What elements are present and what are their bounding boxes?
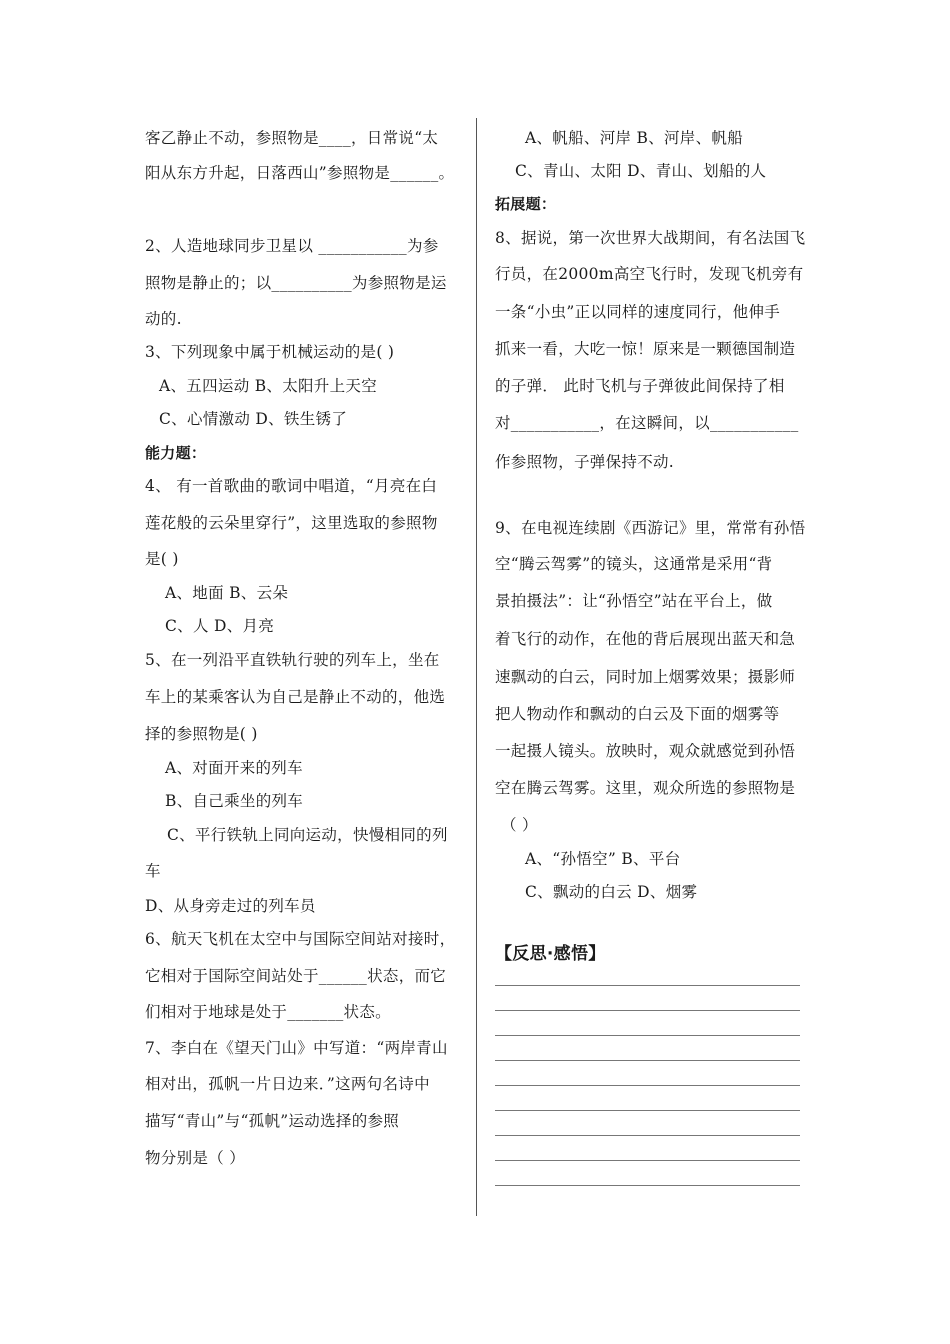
option-line: C、心情激动 D、铁生锈了: [159, 410, 348, 428]
writing-line: [495, 1135, 800, 1136]
text-line: 相对出，孤帆一片日边来．”这两句名诗中: [145, 1075, 430, 1093]
option-line: A、五四运动 B、太阳升上天空: [159, 377, 378, 395]
option-line: A、“孙悟空” B、平台: [525, 850, 681, 868]
option-line: B、自己乘坐的列车: [165, 792, 304, 810]
text-line: 一条“小虫”正以同样的速度同行，他伸手: [495, 303, 781, 321]
text-line: 车上的某乘客认为自己是静止不动的，他选: [145, 688, 446, 706]
text-line: 对___________，在这瞬间，以___________: [495, 414, 799, 432]
text-line: 的子弹． 此时飞机与子弹彼此间保持了相: [495, 377, 785, 395]
writing-line: [495, 1185, 800, 1186]
writing-line: [495, 985, 800, 986]
writing-line: [495, 1035, 800, 1036]
text-line: 作参照物，子弹保持不动.: [495, 453, 675, 471]
section-heading-ability: 能力题：: [145, 444, 207, 462]
option-line: A、地面 B、云朵: [165, 584, 289, 602]
reflection-title: 【反思·感悟】: [495, 944, 606, 964]
text-line: 动的.: [145, 310, 182, 328]
option-line: C、青山、太阳 D、青山、划船的人: [515, 162, 767, 180]
writing-line: [495, 1110, 800, 1111]
text-line: 们相对于地球是处于_______状态。: [145, 1003, 391, 1021]
text-line: （ ）: [501, 816, 538, 834]
option-line: A、帆船、河岸 B、河岸、帆船: [525, 129, 744, 147]
writing-line: [495, 1085, 800, 1086]
text-line: 2、人造地球同步卫星以 ___________为参: [145, 237, 439, 255]
question-4: 4、 有一首歌曲的歌词中唱道，“月亮在白: [145, 477, 438, 495]
text-line: 它相对于国际空间站处于______状态，而它: [145, 967, 447, 985]
writing-line: [495, 1060, 800, 1061]
writing-line: [495, 1010, 800, 1011]
text-line: 把人物动作和飘动的白云及下面的烟雾等: [495, 705, 780, 723]
text-line: 莲花般的云朵里穿行”，这里选取的参照物: [145, 514, 438, 532]
text-line: 择的参照物是( ): [145, 725, 258, 743]
text-line: 空在腾云驾雾。这里，观众所选的参照物是: [495, 779, 796, 797]
text-line: 车: [145, 862, 161, 880]
column-divider: [476, 118, 477, 1216]
text-line: 物分别是（ ）: [145, 1149, 246, 1167]
text-line: 一起摄人镜头。放映时，观众就感觉到孙悟: [495, 742, 796, 760]
text-line: 空“腾云驾雾”的镜头，这通常是采用“背: [495, 555, 773, 573]
text-line: 抓来一看，大吃一惊！原来是一颗德国制造: [495, 340, 796, 358]
option-line: C、平行铁轨上同向运动，快慢相同的列: [167, 826, 448, 844]
option-line: C、人 D、月亮: [165, 617, 275, 635]
writing-line: [495, 1160, 800, 1161]
text-line: 速飘动的白云，同时加上烟雾效果；摄影师: [495, 668, 796, 686]
question-3: 3、下列现象中属于机械运动的是( ): [145, 343, 395, 361]
option-line: A、对面开来的列车: [165, 759, 303, 777]
text-line: 景拍摄法”：让“孙悟空”站在平台上，做: [495, 592, 773, 610]
text-line: 描写“青山”与“孤帆”运动选择的参照: [145, 1112, 400, 1130]
text-line: 是( ): [145, 550, 179, 568]
text-line: 阳从东方升起，日落西山”参照物是______。: [145, 164, 455, 182]
option-line: C、飘动的白云 D、烟雾: [525, 883, 698, 901]
question-9: 9、在电视连续剧《西游记》里，常常有孙悟: [495, 519, 806, 537]
text-line: 照物是静止的；以__________为参照物是运: [145, 274, 447, 292]
question-7: 7、李白在《望天门山》中写道：“两岸青山: [145, 1039, 448, 1057]
option-line: D、从身旁走过的列车员: [145, 897, 316, 915]
question-8: 8、据说，第一次世界大战期间，有名法国飞: [495, 229, 806, 247]
text-line: 客乙静止不动，参照物是____，日常说“太: [145, 129, 439, 147]
text-line: 着飞行的动作，在他的背后展现出蓝天和急: [495, 630, 796, 648]
text-line: 行员，在2000m高空飞行时，发现飞机旁有: [495, 265, 804, 283]
question-6: 6、航天飞机在太空中与国际空间站对接时，: [145, 930, 456, 948]
section-heading-extension: 拓展题：: [495, 195, 557, 213]
question-5: 5、在一列沿平直铁轨行驶的列车上，坐在: [145, 651, 440, 669]
